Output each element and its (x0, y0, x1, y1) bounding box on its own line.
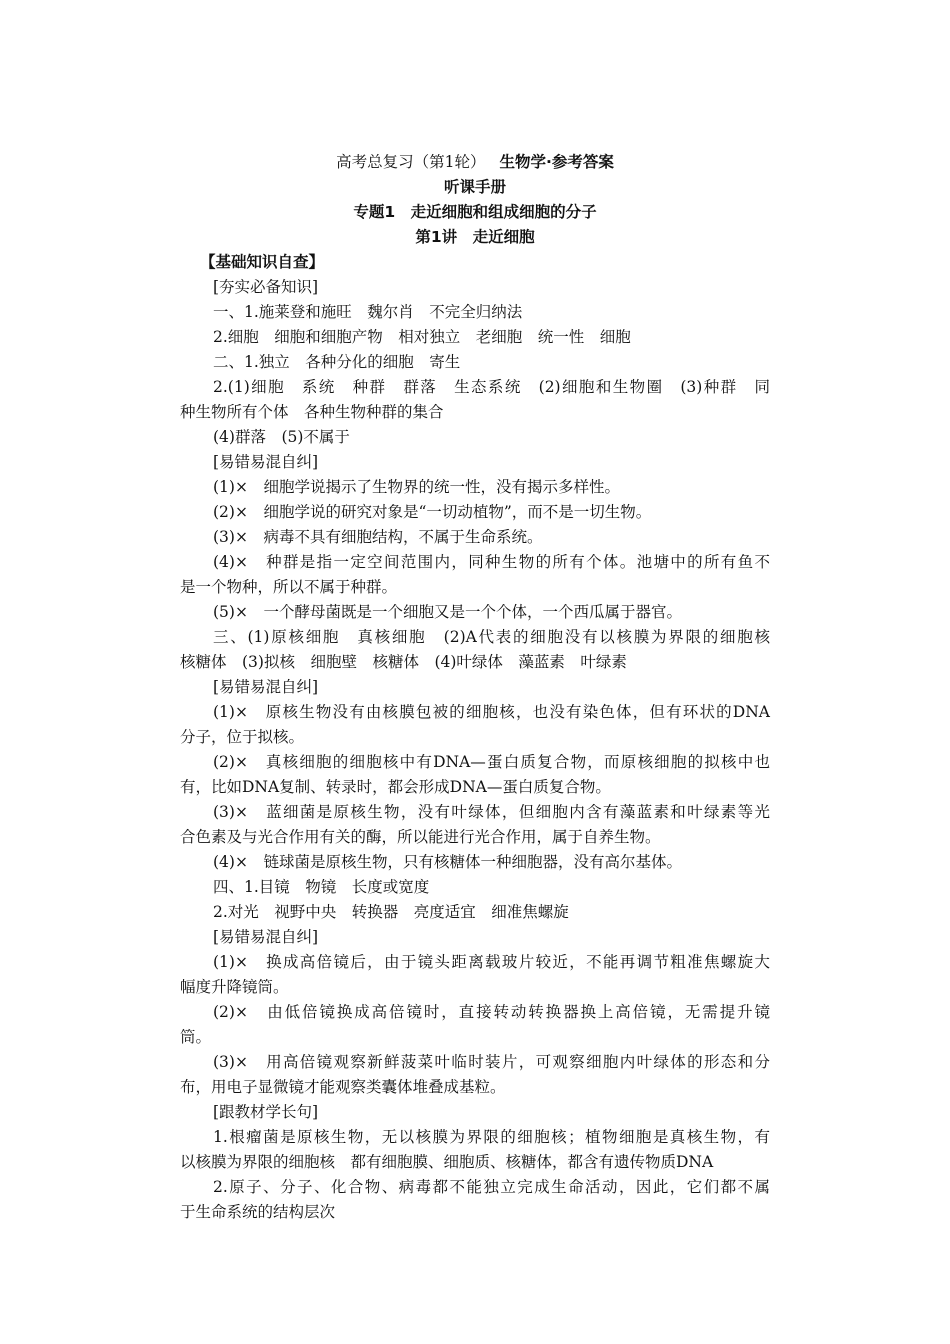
text-line: [易错易混自纠] (213, 928, 319, 946)
text-line: (5)× 一个酵母菌既是一个细胞又是一个个体，一个西瓜属于器官。 (213, 603, 682, 621)
text-line: (4)群落 (5)不属于 (213, 428, 350, 446)
text-line: 2.细胞 细胞和细胞产物 相对独立 老细胞 统一性 细胞 (213, 328, 631, 346)
text-line: (1)× 原核生物没有由核膜包被的细胞核，也没有染色体，但有环状的DNA (213, 703, 770, 721)
text-line: (2)× 由低倍镜换成高倍镜时，直接转动转换器换上高倍镜，无需提升镜 (213, 1003, 770, 1021)
text-line: (1)× 换成高倍镜后，由于镜头距离载玻片较近，不能再调节粗准焦螺旋大 (213, 953, 770, 971)
topic-title: 专题1 走近细胞和组成细胞的分子 (353, 203, 597, 221)
text-line: (4)× 种群是指一定空间范围内，同种生物的所有个体。池塘中的所有鱼不 (213, 553, 770, 571)
document-page (180, 150, 770, 1225)
text-line: 种生物所有个体 各种生物种群的集合 (180, 403, 444, 421)
text-line: 二、1.独立 各种分化的细胞 寄生 (213, 353, 461, 371)
text-line: (1)× 细胞学说揭示了生物界的统一性，没有揭示多样性。 (213, 478, 620, 496)
section-title: 【基础知识自查】 (200, 253, 325, 271)
handbook-title: 听课手册 (443, 178, 506, 196)
text-line: 筒。 (180, 1028, 212, 1046)
header-line-1 (180, 150, 770, 175)
text-line: [易错易混自纠] (213, 453, 319, 471)
text-line: 2.对光 视野中央 转换器 亮度适宜 细准焦螺旋 (213, 903, 569, 921)
text-line: 1.根瘤菌是原核生物，无以核膜为界限的细胞核；植物细胞是真核生物，有 (213, 1128, 770, 1146)
text-line: [夯实必备知识] (213, 278, 319, 296)
text-line: (3)× 用高倍镜观察新鲜菠菜叶临时装片，可观察细胞内叶绿体的形态和分 (213, 1053, 770, 1071)
text-line: (2)× 真核细胞的细胞核中有DNA—蛋白质复合物，而原核细胞的拟核中也 (213, 753, 770, 771)
text-line: 2.原子、分子、化合物、病毒都不能独立完成生命活动，因此，它们都不属 (213, 1178, 770, 1196)
text-line: 三、(1)原核细胞 真核细胞 (2)A代表的细胞没有以核膜为界限的细胞核 (213, 628, 770, 646)
subject-title: 生物学·参考答案 (499, 153, 614, 171)
text-line: 一、1.施莱登和施旺 魏尔肖 不完全归纳法 (213, 303, 523, 321)
text-line: 合色素及与光合作用有关的酶，所以能进行光合作用，属于自养生物。 (180, 828, 661, 846)
text-line: 分子，位于拟核。 (180, 728, 305, 746)
text-line: (2)× 细胞学说的研究对象是“一切动植物”，而不是一切生物。 (213, 503, 652, 521)
text-line: 是一个物种，所以不属于种群。 (180, 578, 398, 596)
text-line: (3)× 蓝细菌是原核生物，没有叶绿体，但细胞内含有藻蓝素和叶绿素等光 (213, 803, 770, 821)
text-line: 以核膜为界限的细胞核 都有细胞膜、细胞质、核糖体，都含有遗传物质DNA (180, 1153, 714, 1171)
text-line: 于生命系统的结构层次 (180, 1203, 336, 1221)
text-line: 布，用电子显微镜才能观察类囊体堆叠成基粒。 (180, 1078, 506, 1096)
lecture-title: 第1讲 走近细胞 (415, 228, 535, 246)
text-line: (4)× 链球菌是原核生物，只有核糖体一种细胞器，没有高尔基体。 (213, 853, 682, 871)
course-title: 高考总复习（第1轮） (336, 153, 486, 171)
text-line: [跟教材学长句] (213, 1103, 319, 1121)
text-line: 幅度升降镜筒。 (180, 978, 289, 996)
text-line: 核糖体 (3)拟核 细胞壁 核糖体 (4)叶绿体 藻蓝素 叶绿素 (180, 653, 627, 671)
text-line: 有，比如DNA复制、转录时，都会形成DNA—蛋白质复合物。 (180, 778, 611, 796)
body-text (180, 275, 770, 1225)
text-line: 2.(1)细胞 系统 种群 群落 生态系统 (2)细胞和生物圈 (3)种群 同 (213, 378, 770, 396)
text-line: (3)× 病毒不具有细胞结构，不属于生命系统。 (213, 528, 543, 546)
text-line: 四、1.目镜 物镜 长度或宽度 (213, 878, 430, 896)
text-line: [易错易混自纠] (213, 678, 319, 696)
